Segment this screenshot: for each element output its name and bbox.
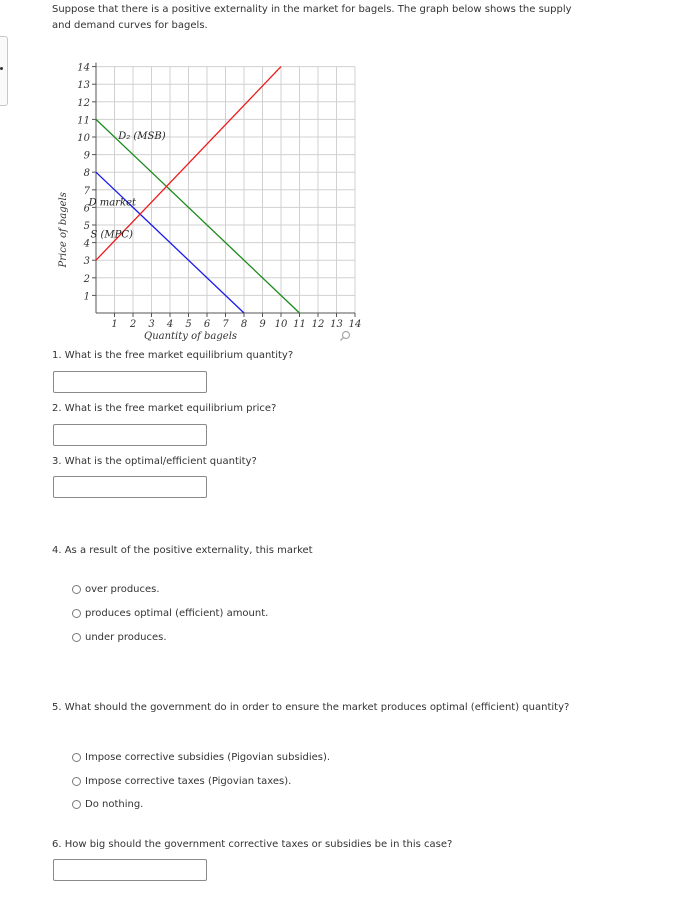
- x-tick-label: 11: [293, 319, 306, 330]
- x-tick-label: 13: [330, 319, 343, 330]
- x-tick-label: 3: [148, 319, 155, 330]
- y-tick-label: 14: [77, 62, 90, 74]
- y-axis-label: Price of bagels: [58, 192, 69, 268]
- question-4: 4. As a result of the positive externality, this market: [52, 545, 313, 556]
- q5-option-nothing[interactable]: [72, 799, 143, 810]
- label-msb: D₂ (MSB): [118, 130, 166, 142]
- option-label: Impose corrective subsidies (Pigovian subsidies).: [85, 752, 331, 763]
- y-tick-label: 6: [83, 203, 90, 215]
- y-tick-label: 1: [83, 291, 90, 303]
- option-label: Do nothing.: [85, 799, 144, 810]
- x-tick-label: 1: [111, 319, 118, 330]
- q5-option-subsidies[interactable]: [72, 752, 330, 763]
- answer-2-input[interactable]: [53, 424, 207, 446]
- question-6: 6. How big should the government corrective taxes or subsidies be in this case?: [52, 839, 453, 850]
- q4-option-over[interactable]: [72, 584, 160, 595]
- magnifier-lens: [343, 332, 350, 339]
- line-msb: [96, 119, 300, 313]
- y-tick-label: 3: [83, 256, 90, 268]
- radio-button[interactable]: [72, 800, 81, 809]
- y-tick-label: 8: [83, 168, 90, 180]
- y-tick-label: 9: [83, 150, 90, 162]
- question-2: 2. What is the free market equilibrium price?: [52, 403, 277, 414]
- x-tick-label: 5: [185, 319, 192, 330]
- label-d-market: D market: [88, 197, 137, 209]
- y-tick-label: 4: [83, 238, 90, 250]
- y-tick-label: 2: [83, 273, 90, 285]
- x-tick-label: 8: [240, 319, 248, 330]
- radio-button[interactable]: [72, 609, 81, 618]
- label-s-mpc: S (MPC): [90, 229, 133, 241]
- option-label: over produces.: [85, 584, 160, 595]
- x-tick-label: 9: [259, 319, 266, 330]
- y-tick-label: 10: [77, 133, 90, 144]
- magnifier-icon: [341, 332, 350, 341]
- question-5: 5. What should the government do in order to ensure the market produces optimal (efficient) quantity?: [52, 702, 570, 713]
- question-3: 3. What is the optimal/efficient quantity?: [52, 456, 257, 467]
- radio-button[interactable]: [72, 633, 81, 642]
- answer-6-input[interactable]: [53, 859, 207, 881]
- y-tick-label: 11: [77, 115, 90, 127]
- x-tick-label: 10: [274, 319, 288, 330]
- radio-button[interactable]: [72, 753, 81, 762]
- intro-text: Suppose that there is a positive externality in the market for bagels. The graph below shows the supply and demand curves for bagels.: [52, 4, 572, 31]
- answer-3-input[interactable]: [53, 476, 207, 498]
- x-tick-label: 6: [203, 319, 211, 330]
- y-tick-label: 12: [77, 97, 90, 109]
- radio-button[interactable]: [72, 777, 81, 786]
- q4-option-optimal[interactable]: [72, 608, 268, 619]
- y-tick-label: 13: [77, 80, 90, 92]
- x-tick-label: 12: [311, 319, 325, 330]
- x-axis-label: Quantity of bagels: [144, 331, 238, 342]
- option-label: under produces.: [85, 632, 167, 643]
- y-tick-label: 7: [83, 185, 90, 197]
- radio-button[interactable]: [72, 585, 81, 594]
- q5-option-taxes[interactable]: [72, 776, 291, 787]
- x-tick-label: 2: [129, 319, 137, 330]
- question-1: 1. What is the free market equilibrium quantity?: [52, 350, 294, 361]
- x-tick-label: 7: [222, 319, 229, 330]
- y-tick-label: 5: [83, 221, 90, 232]
- x-tick-label: 14: [348, 319, 362, 330]
- q4-option-under[interactable]: [72, 632, 167, 643]
- answer-1-input[interactable]: [53, 371, 207, 393]
- option-label: Impose corrective taxes (Pigovian taxes).: [85, 776, 292, 787]
- x-tick-label: 4: [166, 319, 174, 330]
- chart: [0, 0, 688, 360]
- option-label: produces optimal (efficient) amount.: [85, 608, 269, 619]
- magnifier-handle: [341, 338, 344, 341]
